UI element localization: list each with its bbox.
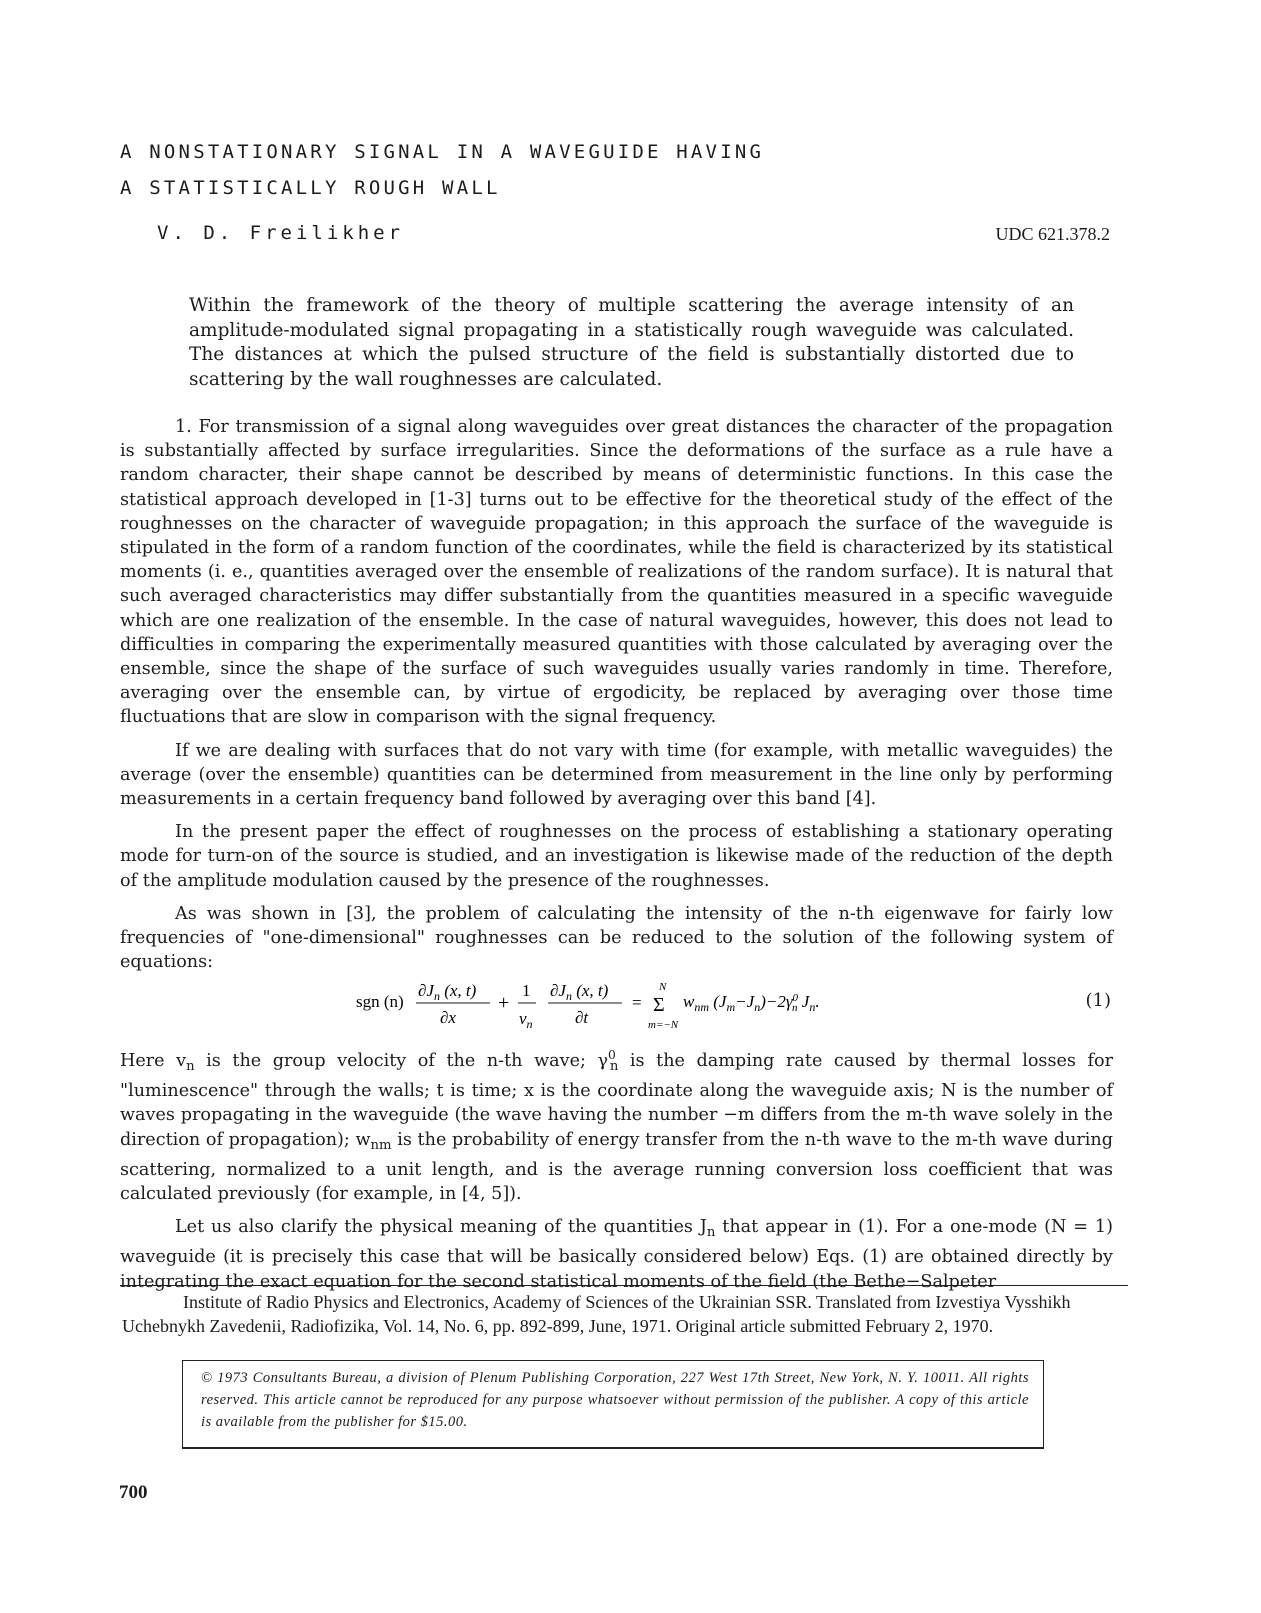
eq-sum-bottom: m=−N: [648, 1019, 679, 1031]
author: V. D. Freilikher: [157, 222, 405, 244]
eq-sum-top: N: [659, 981, 667, 993]
eq-sum: Σ: [653, 994, 665, 1016]
body-section-1: [120, 415, 1113, 974]
eq-num2: $\partial J_n$ (x, t): [550, 981, 609, 1003]
body-section-2: [120, 1043, 1113, 1294]
paragraph-3: In the present paper the effect of roughnesses on the process of establishing a stationary operating mode for turn-on of the source is studied, and an investigation is likewise made of the reduction of the depth of the amplitude modulation caused by the presence of the roughnesses.: [120, 822, 1113, 891]
eq-num1: $\partial J_n$ (x, t): [418, 981, 477, 1003]
title-line-1: A NONSTATIONARY SIGNAL IN A WAVEGUIDE HAVING: [120, 141, 765, 163]
paragraph-5: Here $v_n$ is the group velocity of the n-th wave; $\gamma^0_n$ is the damping rate caused by thermal losses for "luminescence" through the walls; t is time; x is the coordinate along the waveguide axis; N is the number of waves propagating in the waveguide (the wave having the number −m differs from the m-th wave solely in the direction of propagation); $w_{nm}$ is the probability of energy transfer from the n-th wave to the m-th wave during scattering, normalized to a unit length, and is the average running conversion loss coefficient that was calculated previously (for example, in [4, 5]).: [120, 1048, 1114, 1205]
eq-sgn: sgn (n): [356, 992, 404, 1011]
paragraph-2: If we are dealing with surfaces that do not vary with time (for example, with metallic waveguides) the average (over the ensemble) quantities can be determined from measurement in the line only by performing measurements in a certain frequency band followed by averaging over this band [4].: [120, 740, 1113, 810]
equation-1: [120, 978, 1113, 1036]
footnote-text: Institute of Radio Physics and Electronics, Academy of Sciences of the Ukrainian SSR. Translated from Izvestiya Vysshikh Uchebnykh Zavedenii, Radiofizika, Vol. 14, No. 6, pp. 892-899, June, 1971. Original article submitted February 2, 1970.: [122, 1292, 1071, 1336]
footnote-separator: [120, 1285, 1128, 1286]
paragraph-4: As was shown in [3], the problem of calculating the intensity of the n-th eigenwave for fairly low frequencies of "one-dimensional" roughnesses can be reduced to the solution of the following system of equations:: [120, 903, 1113, 973]
paragraph-1: 1. For transmission of a signal along waveguides over great distances the character of the propagation is substantially affected by surface irregularities. Since the deformations of the surface as a rule have a random character, their shape cannot be described by means of deterministic functions. In this case the statistical approach developed in [1-3] turns out to be effective for the theoretical study of the effect of the roughnesses on the character of waveguide propagation; in this approach the surface of the waveguide is stipulated in the form of a random function of the coordinates, while the field is characterized by its statistical moments (i. e., quantities averaged over the ensemble of realizations of the random surface). It is natural that such averaged characteristics may differ substantially from the quantities measured in a specific waveguide which are one realization of the ensemble. In the case of natural waveguides, however, this does not lead to difficulties in comparing the experimentally measured quantities with those calculated by averaging over the ensemble, since the shape of the surface of such waveguides usually varies randomly in time. Therefore, averaging over the ensemble can, by virtue of ergodicity, be replaced by averaging over those time fluctuations that are slow in comparison with the signal frequency.: [120, 417, 1113, 728]
eq-rhs: $w_{nm}$ $(J_m-J_n)-2\gamma^0$ n $J_n$.: [683, 992, 820, 1014]
paragraph-6: Let us also clarify the physical meaning of the quantities $J_n$ that appear in (1). For a one-mode (N = 1) waveguide (it is precisely this case that will be basically considered below) Eqs. (1) are obtained directly by integrating the exact equation for the second statistical moments of the field (the Bethe−Salpeter: [120, 1217, 1113, 1292]
footnote: [122, 1291, 1112, 1338]
copyright-notice: © 1973 Consultants Bureau, a division of Plenum Publishing Corporation, 227 West 17th Street, New York, N. Y. 10011. All rights reserved. This article cannot be reproduced for any purpose whatsoever without permission of the publisher. A copy of this article is available from the publisher for $15.00.: [201, 1370, 1029, 1430]
page-number: 700: [119, 1482, 148, 1503]
eq-vn: $v_n$: [519, 1009, 533, 1031]
eq-den1: ∂x: [440, 1008, 456, 1027]
eq-den2: ∂t: [575, 1008, 589, 1027]
eq-plus: +: [498, 992, 510, 1014]
equation-number: (1): [1085, 990, 1111, 1011]
eq-equals: =: [632, 993, 642, 1012]
abstract: Within the framework of the theory of multiple scattering the average intensity of an amplitude-modulated signal propagating in a statistically rough waveguide was calculated. The distances at which the pulsed structure of the field is substantially distorted due to scattering by the wall roughnesses are calculated.: [189, 295, 1074, 390]
eq-one: 1: [522, 981, 531, 1000]
title-line-2: A STATISTICALLY ROUGH WALL: [120, 177, 501, 199]
udc-code: UDC 621.378.2: [995, 224, 1110, 244]
